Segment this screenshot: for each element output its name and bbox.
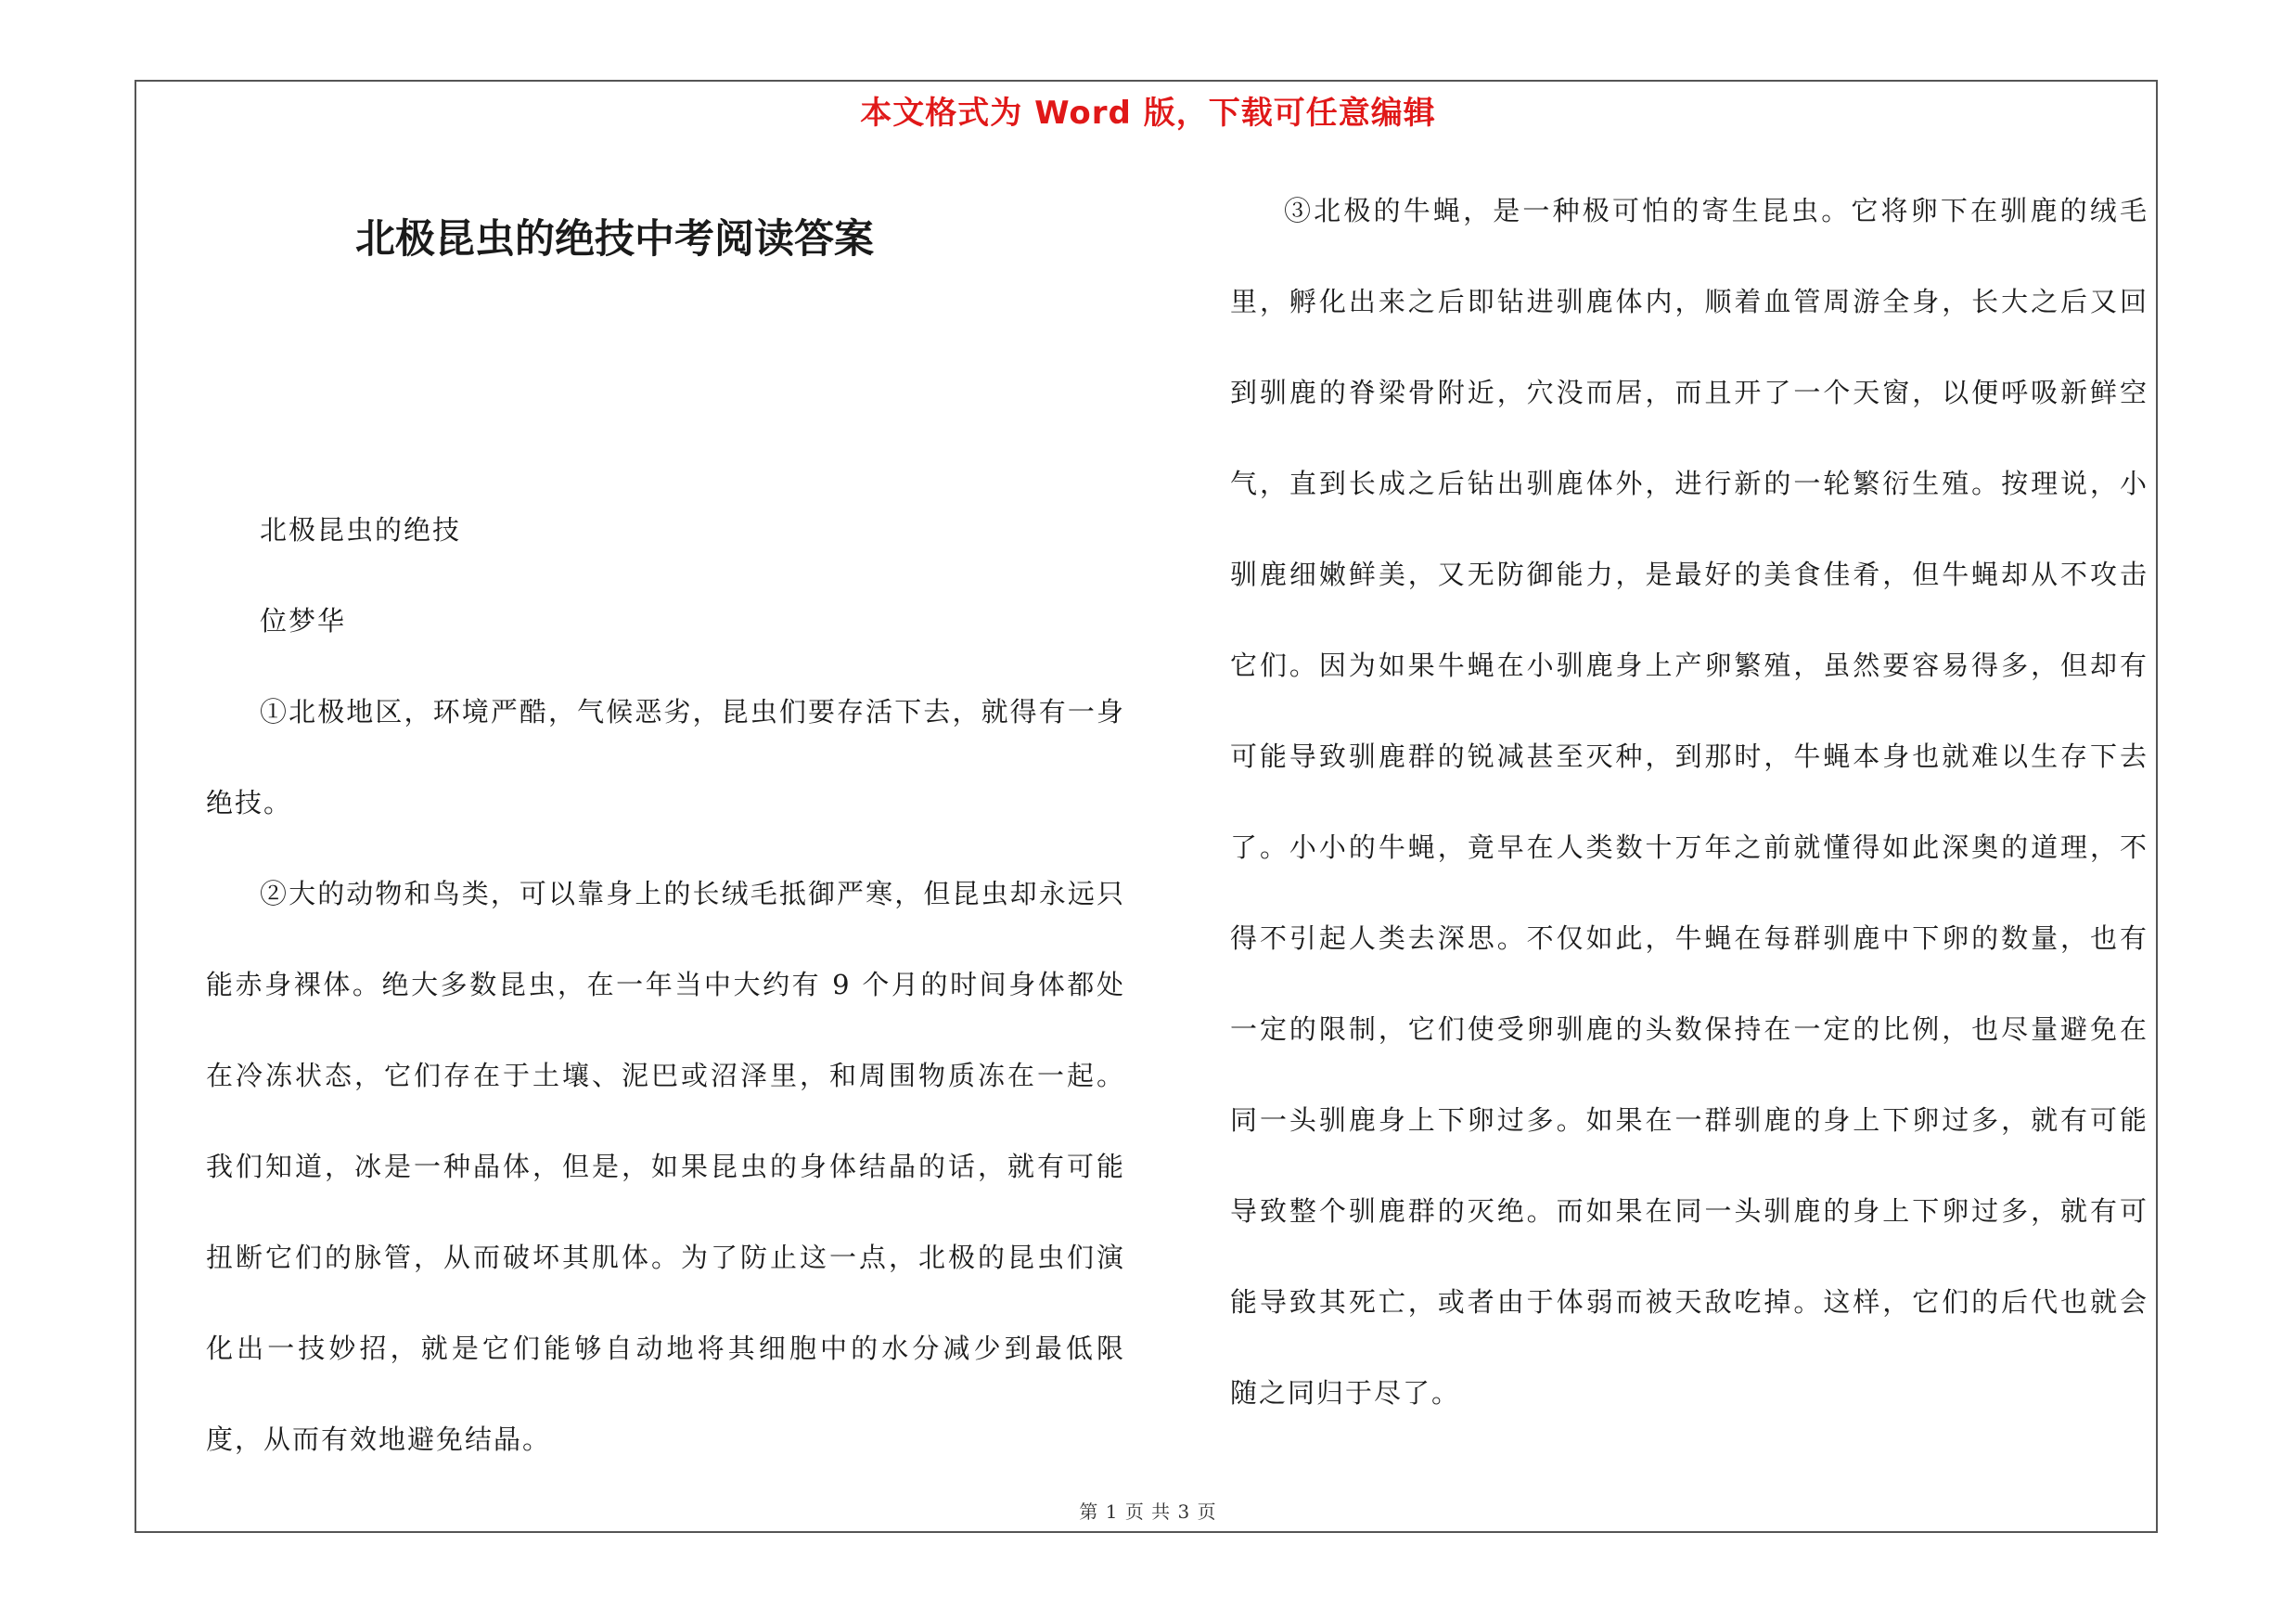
paragraph-1: ①北极地区，环境严酷，气候恶劣，昆虫们要存活下去，就得有一身绝技。 xyxy=(206,696,1125,818)
left-column xyxy=(206,484,1125,1485)
page-number-footer: 第 1 页 共 3 页 xyxy=(1079,1501,1217,1523)
word-format-notice: 本文格式为 Word 版，下载可任意编辑 xyxy=(860,95,1436,132)
article-subtitle: 北极昆虫的绝技 xyxy=(260,514,462,546)
right-column xyxy=(1230,165,2148,1438)
document-title: 北极昆虫的绝技中考阅读答案 xyxy=(355,216,874,263)
paragraph-2: ②大的动物和鸟类，可以靠身上的长绒毛抵御严寒，但昆虫却永远只能赤身裸体。绝大多数昆虫，在一年当中大约有 9 个月的时间身体都处在冷冻状态，它们存在于土壤、泥巴或沼泽里，和周围物质冻在一起。我们知道，冰是一种晶体，但是，如果昆虫的身体结晶的话，就有可能扭断它们的脉管，从而破坏其肌体。为了防止这一点，北极的昆虫们演化出一技妙招，就是它们能够自动地将其细胞中的水分减少到最低限度，从而有效地避免结晶。 xyxy=(206,878,1125,1455)
article-author: 位梦华 xyxy=(260,605,347,637)
paragraph-3: ③北极的牛蝇，是一种极可怕的寄生昆虫。它将卵下在驯鹿的绒毛里，孵化出来之后即钻进驯鹿体内，顺着血管周游全身，长大之后又回到驯鹿的脊梁骨附近，穴没而居，而且开了一个天窗，以便呼吸新鲜空气，直到长成之后钻出驯鹿体外，进行新的一轮繁衍生殖。按理说，小驯鹿细嫩鲜美，又无防御能力，是最好的美食佳肴，但牛蝇却从不攻击它们。因为如果牛蝇在小驯鹿身上产卵繁殖，虽然要容易得多，但却有可能导致驯鹿群的锐减甚至灭种，到那时，牛蝇本身也就难以生存下去了。小小的牛蝇，竟早在人类数十万年之前就懂得如此深奥的道理，不得不引起人类去深思。不仅如此，牛蝇在每群驯鹿中下卵的数量，也有一定的限制，它们使受卵驯鹿的头数保持在一定的比例，也尽量避免在同一头驯鹿身上下卵过多。如果在一群驯鹿的身上下卵过多，就有可能导致整个驯鹿群的灭绝。而如果在同一头驯鹿的身上下卵过多，就有可能导致其死亡，或者由于体弱而被天敌吃掉。这样，它们的后代也就会随之同归于尽了。 xyxy=(1230,195,2148,1409)
